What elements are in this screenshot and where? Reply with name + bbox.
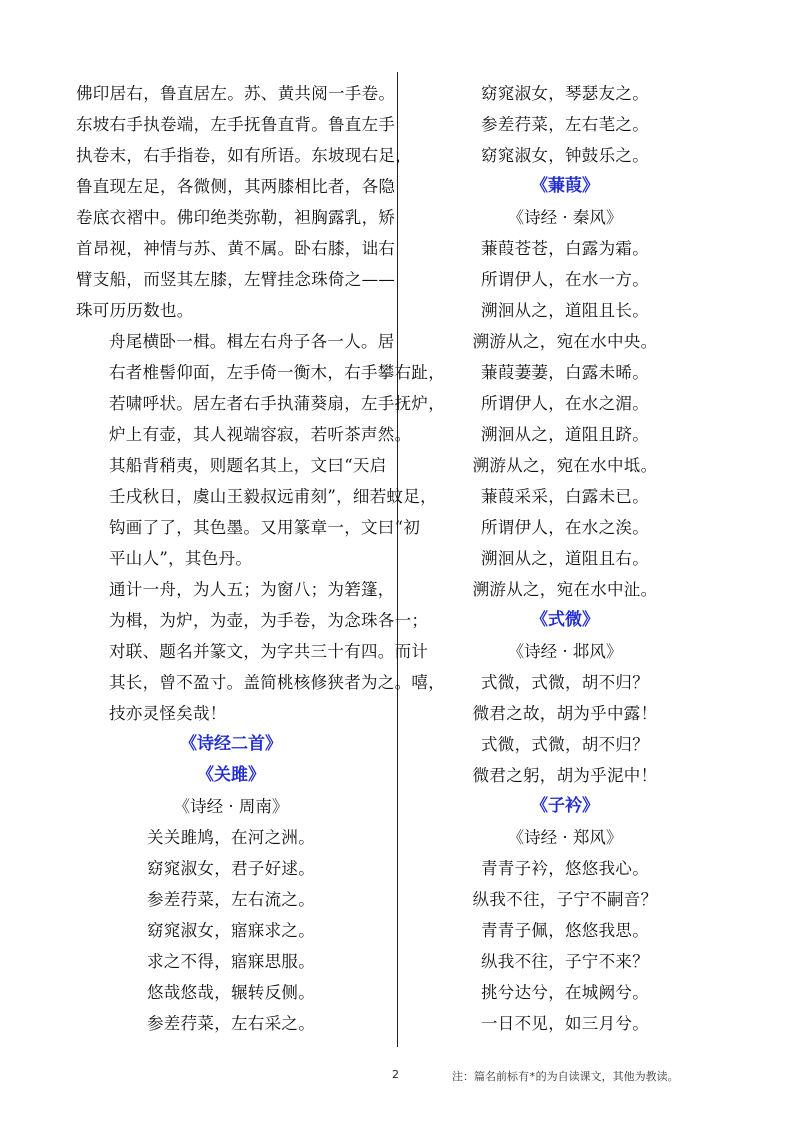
verse-line: 蒹葭萋萋，白露未晞。 [481, 363, 649, 382]
group-title: 《诗经二首》 [180, 734, 282, 754]
prose-line: 其船背稍夷，则题名其上，文曰“天启 [109, 456, 387, 475]
prose-line: 技亦灵怪矣哉！ [109, 704, 227, 723]
verse-line: 溯洄从之，道阻且长。 [481, 301, 649, 320]
verse-line: 溯游从之，宛在水中坻。 [472, 456, 658, 475]
prose-line: 右者椎髻仰面，左手倚一衡木，右手攀右趾， [109, 363, 445, 382]
poem-source-zijin: 《诗经 · 郑风》 [507, 828, 623, 847]
verse-line: 参差荇菜，左右芼之。 [481, 115, 649, 134]
prose-line: 壬戌秋日，虞山王毅叔远甫刻”，细若蚊足， [109, 487, 437, 506]
prose-line: 炉上有壶，其人视端容寂，若听茶声然。 [109, 425, 412, 444]
prose-paragraph [76, 78, 412, 326]
prose-line: 通计一舟，为人五；为窗八；为箬篷， [109, 580, 395, 599]
prose-line: 平山人”，其色丹。 [109, 549, 253, 568]
verse-line: 所谓伊人，在水一方。 [481, 270, 649, 289]
prose-line: 卷底衣褶中。佛印绝类弥勒，袒胸露乳，矫 [76, 208, 396, 227]
poem-title-shiwei: 《式微》 [531, 610, 599, 630]
poem-title-jianjia: 《蒹葭》 [531, 176, 599, 196]
prose-line: 为楫，为炉，为壶，为手卷，为念珠各一； [109, 611, 429, 630]
verse-line: 蒹葭苍苍，白露为霜。 [481, 239, 649, 258]
poem-body-guanju [76, 822, 386, 1039]
prose-line: 对联、题名并篆文，为字共三十有四。而计 [109, 642, 429, 661]
verse-line: 悠哉悠哉，辗转反侧。 [147, 983, 315, 1002]
prose-paragraph [76, 326, 445, 450]
prose-line: 执卷末，右手指卷，如有所语。东坡现右足， [76, 146, 412, 165]
prose-line: 东坡右手执卷端，左手抚鲁直背。鲁直左手 [76, 115, 396, 134]
verse-line: 纵我不往，子宁不来？ [481, 952, 649, 971]
poem-body-guanju-cont [410, 78, 720, 171]
verse-line: 蒹葭采采，白露未已。 [481, 487, 649, 506]
verse-line: 青青子衿，悠悠我心。 [481, 859, 649, 878]
prose-line: 若啸呼状。居左者右手执蒲葵扇，左手抚炉， [109, 394, 445, 413]
prose-line: 舟尾横卧一楫。楫左右舟子各一人。居 [109, 332, 395, 351]
prose-line: 鲁直现左足，各微侧，其两膝相比者，各隐 [76, 177, 396, 196]
verse-line: 溯洄从之，道阻且右。 [481, 549, 649, 568]
verse-line: 求之不得，寤寐思服。 [147, 952, 315, 971]
prose-paragraph [76, 574, 445, 729]
verse-line: 式微，式微，胡不归？ [481, 673, 649, 692]
verse-line: 关关雎鸠，在河之洲。 [147, 828, 315, 847]
prose-line: 佛印居右，鲁直居左。苏、黄共阅一手卷。 [76, 84, 396, 103]
verse-line: 挑兮达兮，在城阙兮。 [481, 983, 649, 1002]
poem-source-guanju: 《诗经 · 周南》 [173, 797, 289, 816]
verse-line: 微君之故，胡为乎中露！ [472, 704, 658, 723]
poem-body-jianjia [410, 233, 720, 605]
verse-line: 溯洄从之，道阻且跻。 [481, 425, 649, 444]
verse-line: 窈窕淑女，琴瑟友之。 [481, 84, 649, 103]
verse-line: 窈窕淑女，钟鼓乐之。 [481, 146, 649, 165]
verse-line: 参差荇菜，左右流之。 [147, 890, 315, 909]
footer-note: 注：篇名前标有*的为自读课文，其他为教读。 [452, 1070, 679, 1083]
poem-body-shiwei [410, 667, 720, 791]
prose-paragraph [76, 450, 437, 574]
verse-line: 参差荇菜，左右采之。 [147, 1014, 315, 1033]
verse-line: 青青子佩，悠悠我思。 [481, 921, 649, 940]
verse-line: 溯游从之，宛在水中沚。 [472, 580, 658, 599]
verse-line: 所谓伊人，在水之涘。 [481, 518, 649, 537]
verse-line: 窈窕淑女，君子好逑。 [147, 859, 315, 878]
poem-body-zijin [410, 853, 720, 1039]
verse-line: 所谓伊人，在水之湄。 [481, 394, 649, 413]
verse-line: 微君之躬，胡为乎泥中！ [472, 766, 658, 785]
left-column [76, 78, 445, 1039]
right-column [410, 78, 720, 1039]
prose-section [76, 78, 445, 729]
column-divider [397, 72, 398, 1047]
poem-title-zijin: 《子衿》 [531, 796, 599, 816]
prose-line: 其长，曾不盈寸。盖简桃核修狭者为之。嘻， [109, 673, 445, 692]
verse-line: 纵我不往，子宁不嗣音？ [472, 890, 658, 909]
verse-line: 窈窕淑女，寤寐求之。 [147, 921, 315, 940]
poem-source-shiwei: 《诗经 · 邶风》 [507, 642, 623, 661]
verse-line: 一日不见，如三月兮。 [481, 1014, 649, 1033]
prose-line: 珠可历历数也。 [76, 301, 194, 320]
page-number: 2 [392, 1068, 399, 1081]
verse-line: 式微，式微，胡不归？ [481, 735, 649, 754]
verse-line: 溯游从之，宛在水中央。 [472, 332, 658, 351]
poem-title-guanju: 《关雎》 [197, 765, 265, 785]
prose-line: 钩画了了，其色墨。又用篆章一，文曰“初 [109, 518, 421, 537]
prose-line: 臂支船，而竖其左膝，左臂挂念珠倚之—— [76, 270, 396, 289]
prose-line: 首昂视，神情与苏、黄不属。卧右膝，诎右 [76, 239, 396, 258]
poem-source-jianjia: 《诗经 · 秦风》 [507, 208, 623, 227]
